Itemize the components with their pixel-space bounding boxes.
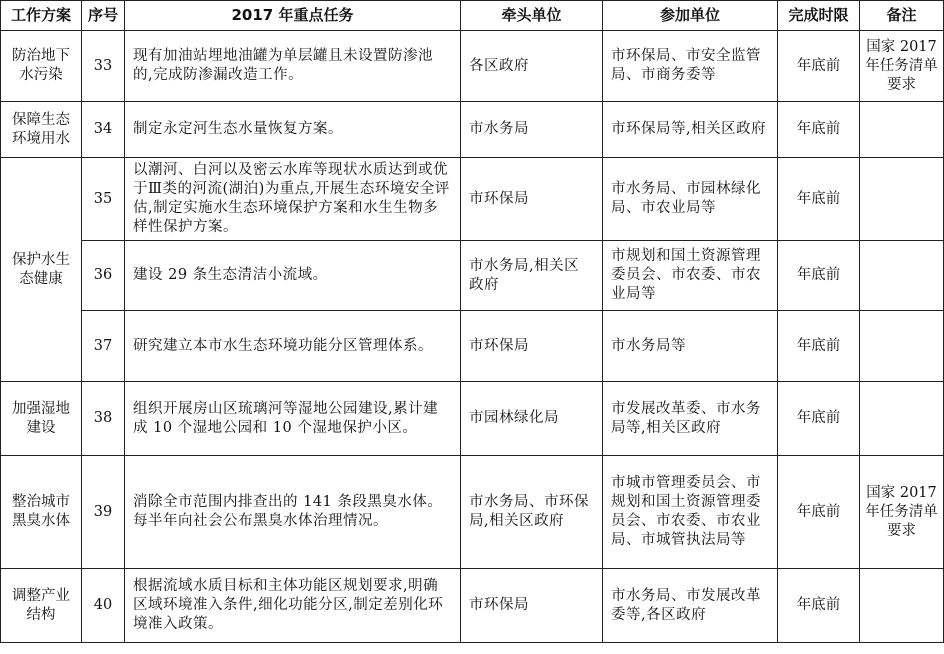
header-row bbox=[1, 1, 944, 31]
participants-cell: 市规划和国土资源管理委员会、市农委、市农业局等 bbox=[603, 241, 778, 311]
number-cell: 33 bbox=[82, 31, 125, 102]
table-row bbox=[1, 102, 944, 158]
participants-cell: 市城市管理委员会、市规划和国土资源管理委员会、市农委、市农业局、市城管执法局等 bbox=[603, 456, 778, 569]
lead-cell: 市环保局 bbox=[461, 158, 603, 241]
number-cell: 39 bbox=[82, 456, 125, 569]
task-cell: 消除全市范围内排查出的 141 条段黑臭水体。每半年向社会公布黑臭水体治理情况。 bbox=[125, 456, 461, 569]
participants-cell: 市环保局、市安全监管局、市商务委等 bbox=[603, 31, 778, 102]
deadline-cell: 年底前 bbox=[778, 311, 860, 382]
table-row bbox=[1, 31, 944, 102]
lead-cell: 市园林绿化局 bbox=[461, 382, 603, 456]
participants-cell: 市水务局、市园林绿化局、市农业局等 bbox=[603, 158, 778, 241]
header-plan: 工作方案 bbox=[1, 1, 82, 31]
number-cell: 36 bbox=[82, 241, 125, 311]
number-cell: 37 bbox=[82, 311, 125, 382]
task-cell: 建设 29 条生态清洁小流域。 bbox=[125, 241, 461, 311]
number-cell: 38 bbox=[82, 382, 125, 456]
remarks-cell bbox=[860, 569, 944, 643]
header-participants: 参加单位 bbox=[603, 1, 778, 31]
number-cell: 35 bbox=[82, 158, 125, 241]
lead-cell: 市环保局 bbox=[461, 311, 603, 382]
remarks-cell bbox=[860, 241, 944, 311]
deadline-cell: 年底前 bbox=[778, 456, 860, 569]
plan-cell: 保护水生态健康 bbox=[1, 158, 82, 382]
deadline-cell: 年底前 bbox=[778, 382, 860, 456]
remarks-cell: 国家 2017 年任务清单要求 bbox=[860, 31, 944, 102]
header-lead: 牵头单位 bbox=[461, 1, 603, 31]
lead-cell: 市水务局,相关区政府 bbox=[461, 241, 603, 311]
number-cell: 34 bbox=[82, 102, 125, 158]
remarks-cell bbox=[860, 102, 944, 158]
table-row bbox=[1, 456, 944, 569]
task-cell: 根据流域水质目标和主体功能区规划要求,明确区域环境准入条件,细化功能分区,制定差别化环境准入政策。 bbox=[125, 569, 461, 643]
plan-cell: 调整产业结构 bbox=[1, 569, 82, 643]
table-row bbox=[1, 569, 944, 643]
deadline-cell: 年底前 bbox=[778, 569, 860, 643]
participants-cell: 市环保局等,相关区政府 bbox=[603, 102, 778, 158]
deadline-cell: 年底前 bbox=[778, 158, 860, 241]
header-deadline: 完成时限 bbox=[778, 1, 860, 31]
number-cell: 40 bbox=[82, 569, 125, 643]
table-row bbox=[1, 241, 944, 311]
plan-cell: 保障生态环境用水 bbox=[1, 102, 82, 158]
lead-cell: 市水务局 bbox=[461, 102, 603, 158]
plan-cell: 防治地下水污染 bbox=[1, 31, 82, 102]
header-task: 2017 年重点任务 bbox=[125, 1, 461, 31]
task-cell: 制定永定河生态水量恢复方案。 bbox=[125, 102, 461, 158]
task-cell: 研究建立本市水生态环境功能分区管理体系。 bbox=[125, 311, 461, 382]
deadline-cell: 年底前 bbox=[778, 241, 860, 311]
task-cell: 以潮河、白河以及密云水库等现状水质达到或优于Ⅲ类的河流(湖泊)为重点,开展生态环境安全评估,制定实施水生态环境保护方案和水生生物多样性保护方案。 bbox=[125, 158, 461, 241]
remarks-cell: 国家 2017 年任务清单要求 bbox=[860, 456, 944, 569]
plan-cell: 加强湿地建设 bbox=[1, 382, 82, 456]
lead-cell: 市水务局、市环保局,相关区政府 bbox=[461, 456, 603, 569]
deadline-cell: 年底前 bbox=[778, 102, 860, 158]
table-row bbox=[1, 158, 944, 241]
task-cell: 组织开展房山区琉璃河等湿地公园建设,累计建成 10 个湿地公园和 10 个湿地保护小区。 bbox=[125, 382, 461, 456]
task-cell: 现有加油站埋地油罐为单层罐且未设置防渗池的,完成防渗漏改造工作。 bbox=[125, 31, 461, 102]
header-remarks: 备注 bbox=[860, 1, 944, 31]
lead-cell: 市环保局 bbox=[461, 569, 603, 643]
table-row bbox=[1, 311, 944, 382]
lead-cell: 各区政府 bbox=[461, 31, 603, 102]
table-row bbox=[1, 382, 944, 456]
remarks-cell bbox=[860, 382, 944, 456]
deadline-cell: 年底前 bbox=[778, 31, 860, 102]
plan-cell: 整治城市黑臭水体 bbox=[1, 456, 82, 569]
remarks-cell bbox=[860, 311, 944, 382]
participants-cell: 市水务局、市发展改革委等,各区政府 bbox=[603, 569, 778, 643]
participants-cell: 市发展改革委、市水务局等,相关区政府 bbox=[603, 382, 778, 456]
header-no: 序号 bbox=[82, 1, 125, 31]
remarks-cell bbox=[860, 158, 944, 241]
participants-cell: 市水务局等 bbox=[603, 311, 778, 382]
